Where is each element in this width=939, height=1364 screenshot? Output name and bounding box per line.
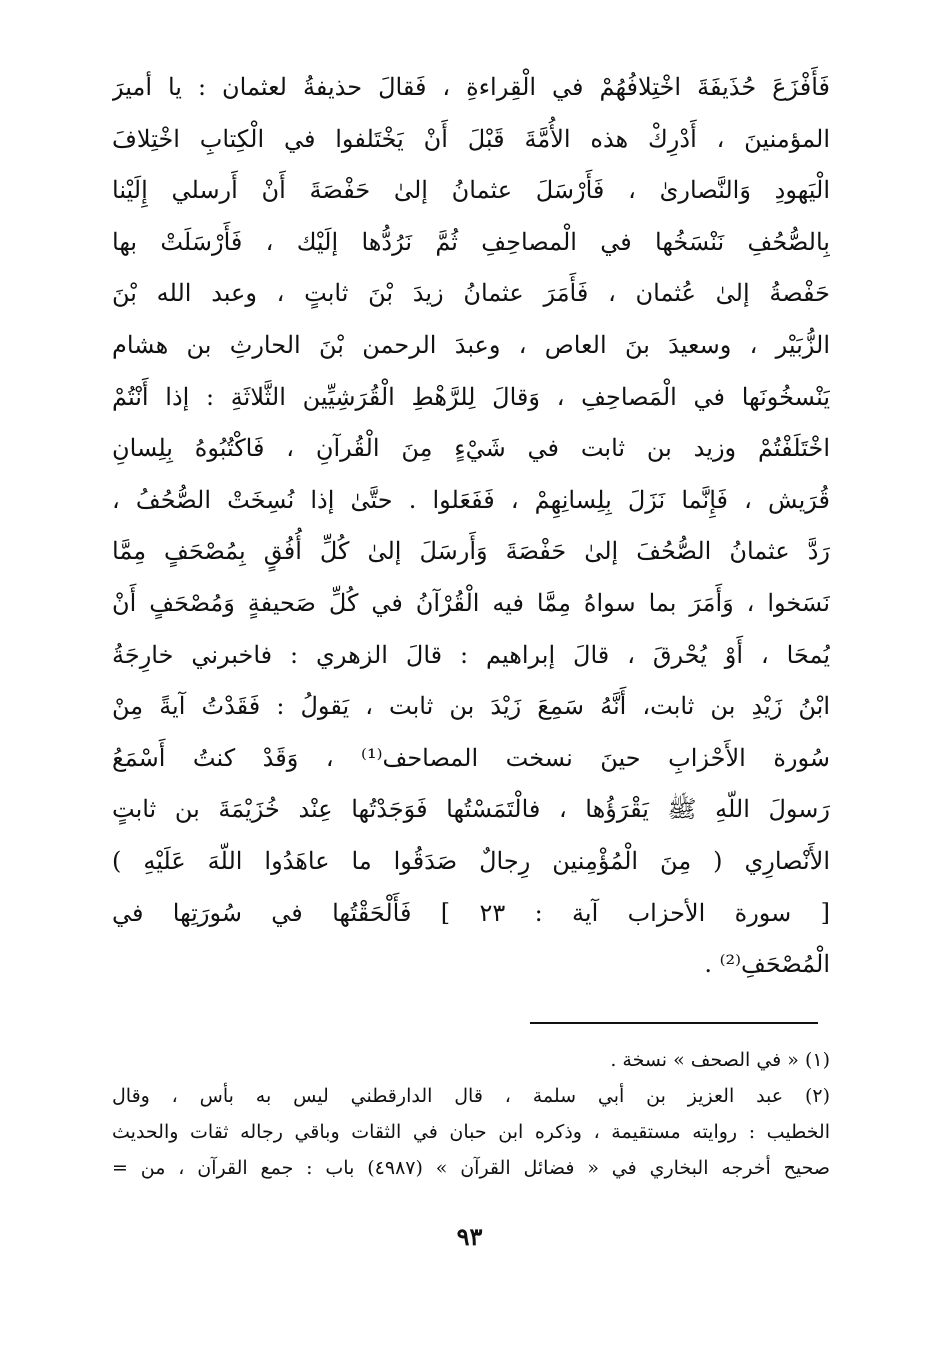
text-line: نَسَخوا ، وَأَمَرَ بما سواهُ مِمَّا فيه الْقُرْآنُ في كُلِّ صَحيفةٍ وَمُصْحَفٍ أَنْ	[112, 588, 830, 617]
text-line: بِالصُّحُفِ نَنْسَخُها في الْمصاحِفِ ثُمَّ نَرُدُّها إلَيْك ، فَأَرْسَلَتْ بها	[112, 227, 830, 256]
footnote-divider	[530, 1022, 818, 1024]
text-line: الزُّبَيْر ، وسعيدَ بنَ العاص ، وعبدَ الرحمن بْنَ الحارثِ بن هشام	[112, 330, 830, 359]
footnote-line: (٢) عبد العزيز بن أبي سلمة ، قال الدارقطني ليس به بأس ، وقال	[112, 1085, 830, 1107]
text-line: [ سورة الأحزاب آية : ٢٣ ] فَأَلْحَقْتُها في سُورَتِها في	[112, 898, 830, 927]
text-line: ابْنُ زَيْدِ بن ثابت، أَنَّهُ سَمِعَ زَيْدَ بن ثابت ، يَقولُ : فَقَدْتُ آيةً مِنْ	[112, 692, 830, 721]
text-line: رَسولَ اللّهِ ﷺ يَقْرَؤُها ، فالْتَمَسْتُها فَوَجَدْتُها عِنْد خُزَيْمَةَ بن ثابتٍ	[112, 795, 830, 824]
text-line: الْيَهودِ وَالنَّصارىٰ ، فَأَرْسَلَ عثمانُ إلىٰ حَفْصَةَ أَنْ أَرسلي إِلَيْنا	[112, 176, 830, 205]
text-line: يَنْسخُونَها في الْمَصاحِفِ ، وَقالَ لِلرَّهْطِ الْقُرَشِيِّين الثَّلاثَةِ : إذا أَنْتُمْ	[112, 382, 830, 411]
footnote-line: (١) « في الصحف » نسخة .	[610, 1049, 830, 1071]
text-line: فَأَفْزَعَ حُذَيفَةَ اخْتِلافُهُمْ في الْقِراءةِ ، فَقالَ حذيفةُ لعثمان : يا أميرَ	[112, 73, 830, 101]
text-line: الأَنْصارِي ( مِنَ الْمُؤْمِنين رِجالٌ صَدَقُوا ما عاهَدُوا اللّهَ عَلَيْهِ )	[112, 846, 830, 875]
text-line: سُورة الأَحْزابِ حينَ نسخت المصاحف⁽¹⁾ ، وَقَدْ كنتُ أَسْمَعُ	[112, 743, 830, 772]
footnote-line: صحيح أخرجه البخاري في « فضائل القرآن » (٤٩٨٧) باب : جمع القرآن ، من =	[112, 1157, 830, 1179]
footnotes	[112, 1042, 830, 1186]
text-line: يُمحَا ، أَوْ يُحْرقَ ، قالَ إبراهيم : قالَ الزهري : فاخبرني خارِجَةُ	[112, 640, 830, 669]
main-text	[112, 62, 830, 991]
text-line: المؤمنينَ ، أَدْرِكْ هذه الأُمَّةَ قَبْلَ أَنْ يَخْتَلفوا في الْكِتابِ اخْتِلافَ	[112, 124, 830, 153]
text-line: الْمُصْحَفِ⁽²⁾ .	[704, 950, 830, 979]
page-number: ٩٣	[456, 1222, 483, 1251]
text-line: رَدَّ عثمانُ الصُّحُفَ إلىٰ حَفْصَةَ وَأَرسَلَ إلىٰ كُلِّ أُفُقٍ بِمُصْحَفٍ مِمَّا	[112, 537, 830, 566]
text-line: حَفْصةُ إلىٰ عُثمان ، فَأَمَرَ عثمانُ زيدَ بْنَ ثابتٍ ، وعبد الله بْنَ	[112, 279, 830, 308]
text-line: قُرَيش ، فَإِنَّما نَزَلَ بِلِسانِهِمْ ، فَفَعَلوا . حتَّىٰ إذا نُسِخَتْ الصُّحُفُ ،	[112, 485, 830, 514]
footnote-line: الخطيب : روايته مستقيمة ، وذكره ابن حبان في الثقات وباقي رجاله ثقات والحديث	[112, 1121, 830, 1143]
text-line: اخْتَلَفْتُمْ وزيد بن ثابت في شَيْءٍ مِنَ الْقُرآنِ ، فَاكْتُبُوهُ بِلِسانِ	[112, 434, 830, 463]
